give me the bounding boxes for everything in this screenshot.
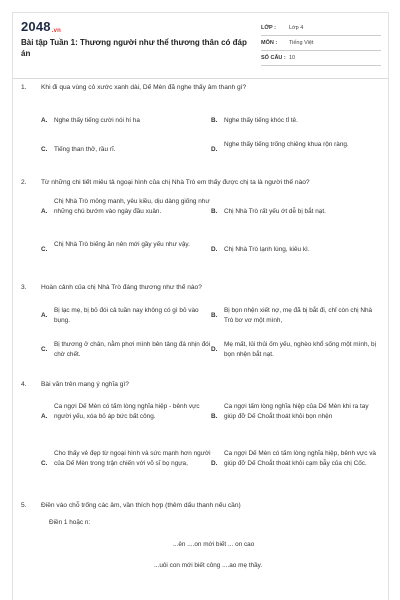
option-letter: D. — [211, 346, 218, 353]
question-number: 1. — [21, 84, 27, 91]
option-text: Cho thấy vẻ đẹp từ ngoại hình và sức mạnh hơn người của Dế Mèn trong trận chiến với võ sĩ bọ ngựa, — [54, 450, 211, 467]
fill-instruction: Điền 1 hoặc n: — [49, 519, 91, 526]
question-4 — [21, 380, 381, 490]
option-letter: B. — [211, 312, 218, 319]
question-text: Khi đi qua vùng cỏ xước xanh dài, Dế Mèn đã nghe thấy âm thanh gì? — [41, 84, 247, 91]
meta-key: SỐ CÂU : — [261, 55, 286, 61]
worksheet-page — [12, 12, 389, 600]
option-letter: D. — [211, 146, 218, 153]
option-text: Chị Nhà Trò biếng ăn nên mới gầy yếu như vậy. — [54, 241, 190, 248]
option-text: Mẹ mất, lủi thủi ốm yếu, nghèo khổ sống một mình, bị bọn nhện bắt nạt. — [224, 341, 377, 358]
option-letter: C. — [41, 146, 48, 153]
option-letter: B. — [211, 413, 218, 420]
option-text: Chị Nhà Trò rất yếu ớt dễ bị bắt nạt. — [224, 208, 326, 215]
meta-row-count — [261, 51, 381, 66]
option-letter: B. — [211, 208, 218, 215]
meta-value: Lớp 4 — [289, 25, 304, 31]
option-letter: A. — [41, 312, 48, 319]
option-text: Ca ngợi Dế Mèn có tấm lòng nghĩa hiệp - bênh vực người yếu, xóa bỏ áp bức bất công. — [54, 403, 200, 420]
option-text: Tiếng than thở, rầu rĩ. — [54, 146, 116, 153]
meta-row-subject — [261, 36, 381, 51]
question-number: 3. — [21, 284, 27, 291]
meta-key: LỚP : — [261, 25, 276, 31]
site-logo[interactable]: 2048.vn — [21, 19, 62, 34]
option-text: Chị Nhà Trò lạnh lùng, kiêu kì. — [224, 246, 310, 253]
option-letter: D. — [211, 246, 218, 253]
option-text: Bị lạc mẹ, bị bỏ đói cả tuần nay không có gì bỏ vào bụng. — [54, 307, 199, 324]
option-letter: A. — [41, 208, 48, 215]
question-1 — [21, 83, 381, 163]
meta-value: 10 — [289, 55, 296, 61]
option-letter: C. — [41, 460, 48, 467]
question-text: Bài văn trên mang ý nghĩa gì? — [41, 381, 129, 388]
option-letter: D. — [211, 460, 218, 467]
fill-blank-line-1[interactable]: ...ên ....on mới biết ... on cao — [173, 541, 255, 548]
meta-row-class — [261, 21, 381, 36]
option-text: Nghe thấy tiếng cười nói hí ha — [54, 117, 140, 124]
option-text: Nghe thấy tiếng khóc tỉ tê. — [224, 117, 298, 124]
header-divider — [13, 78, 388, 79]
question-2 — [21, 178, 381, 278]
page-title: Bài tập Tuần 1: Thương người như thể thương thân có đáp án — [21, 38, 247, 58]
fill-blank-line-2[interactable]: ...uôi con mới biết công ....ao mẹ thầy. — [154, 562, 263, 569]
option-text: Bị bọn nhện xiết nợ, mẹ đã bị bắt đi, chỉ còn chị Nhà Trò bơ vơ một mình, — [224, 307, 373, 324]
question-5 — [21, 501, 381, 591]
option-letter: C. — [41, 346, 48, 353]
option-text: Ca ngợi tấm lòng nghĩa hiệp của Dế Mèn khi ra tay giúp đỡ Dế Choắt thoát khỏi bọn nhện — [224, 403, 369, 420]
question-text: Điền vào chỗ trống các âm, vần thích hợp (thêm dấu thanh nếu cần) — [41, 502, 241, 509]
option-text: Ca ngợi Dế Mèn có tấm lòng nghĩa hiệp, bênh vực và giúp đỡ Dế Choắt thoát khỏi cạm bẫy của chị Cốc. — [224, 450, 376, 467]
option-text: Bị thương ở chân, nằm phơi mình bên tảng đá nhịn đói chờ chết. — [54, 341, 211, 358]
meta-value: Tiếng Việt — [289, 40, 314, 46]
question-3 — [21, 283, 381, 373]
option-letter: C. — [41, 246, 48, 253]
option-text: Nghe thấy tiếng trống chiêng khua rộn ràng. — [224, 141, 349, 148]
question-number: 4. — [21, 381, 27, 388]
worksheet-header — [21, 19, 381, 75]
option-letter: A. — [41, 413, 48, 420]
option-letter: B. — [211, 117, 218, 124]
question-number: 5. — [21, 502, 27, 509]
question-number: 2. — [21, 179, 27, 186]
question-text: Từ những chi tiết miêu tả ngoại hình của chị Nhà Trò em thấy được chị ta là người thế nào? — [41, 179, 310, 186]
question-text: Hoàn cảnh của chị Nhà Trò đáng thương như thế nào? — [41, 284, 202, 291]
meta-info-box — [261, 21, 381, 66]
meta-key: MÔN : — [261, 40, 278, 46]
option-text: Chị Nhà Trò mỏng manh, yêu kiều, dịu dàng giống như những chú bướm vào ngày đầu xuân. — [54, 198, 210, 215]
option-letter: A. — [41, 117, 48, 124]
